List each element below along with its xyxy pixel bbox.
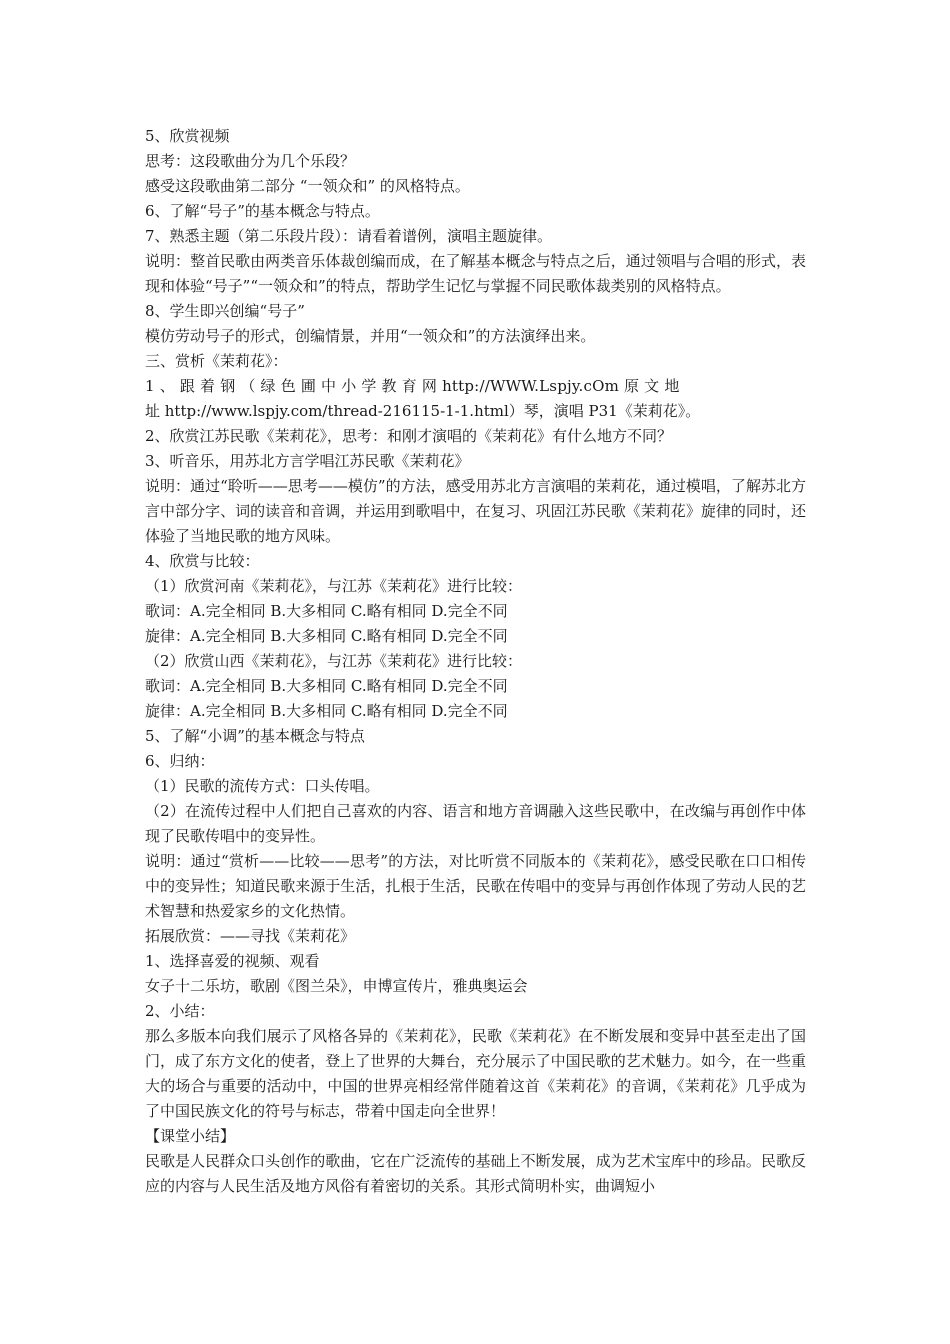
text-line: 思考：这段歌曲分为几个乐段？	[145, 152, 356, 170]
text-line: （2）欣赏山西《茉莉花》，与江苏《茉莉花》进行比较：	[145, 652, 523, 670]
choice-line: 旋律：A.完全相同 B.大多相同 C.略有相同 D.完全不同	[145, 702, 508, 720]
part-heading: 三、赏析《茉莉花》：	[145, 352, 288, 370]
section-heading: 2、小结：	[145, 1002, 215, 1020]
explanation-paragraph: 说明：通过“赏析——比较——思考”的方法，对比听赏不同版本的《茉莉花》，感受民歌在口口相传中的变异性；知道民歌来源于生活，扎根于生活，民歌在传唱中的变异与再创作体现了劳动人民的艺术智慧和热爱家乡的文化热情。	[145, 852, 806, 920]
section-heading: 3、听音乐，用苏北方言学唱江苏民歌《茉莉花》	[145, 452, 470, 470]
section-heading: 7、熟悉主题（第二乐段片段）：请看着谱例，演唱主题旋律。	[145, 227, 553, 245]
text-line: （1）民歌的流传方式：口头传唱。	[145, 777, 380, 795]
section-heading: 4、欣赏与比较：	[145, 552, 260, 570]
section-heading: 1、选择喜爱的视频、观看	[145, 952, 320, 970]
choice-line: 歌词：A.完全相同 B.大多相同 C.略有相同 D.完全不同	[145, 677, 508, 695]
text-line: （1）欣赏河南《茉莉花》，与江苏《茉莉花》进行比较：	[145, 577, 523, 595]
section-heading: 8、学生即兴创编“号子”	[145, 302, 305, 320]
section-heading: 5、了解“小调”的基本概念与特点	[145, 727, 365, 745]
part-heading: 【课堂小结】	[145, 1127, 236, 1145]
section-heading: 5、欣赏视频	[145, 127, 230, 145]
explanation-paragraph: 说明：通过“聆听——思考——模仿”的方法，感受用苏北方言演唱的茉莉花，通过模唱，了解苏北方言中部分字、词的读音和音调，并运用到歌唱中，在复习、巩固江苏民歌《茉莉花》旋律的同时，还体验了当地民歌的地方风味。	[145, 477, 806, 545]
text-line: 址 http://www.lspjy.com/thread-216115-1-1.html）琴，演唱 P31《茉莉花》。	[145, 402, 701, 420]
text-line: 模仿劳动号子的形式，创编情景，并用“一领众和”的方法演绎出来。	[145, 327, 596, 345]
text-paragraph: （2）在流传过程中人们把自己喜欢的内容、语言和地方音调融入这些民歌中，在改编与再创作中体现了民歌传唱中的变异性。	[145, 802, 806, 845]
section-heading: 2、欣赏江苏民歌《茉莉花》，思考：和刚才演唱的《茉莉花》有什么地方不同？	[145, 427, 673, 445]
explanation-paragraph: 说明：整首民歌由两类音乐体裁创编而成，在了解基本概念与特点之后，通过领唱与合唱的形式，表现和体验“号子”“一领众和”的特点，帮助学生记忆与掌握不同民歌体裁类别的风格特点。	[145, 252, 806, 295]
section-heading: 6、了解“号子”的基本概念与特点。	[145, 202, 380, 220]
section-heading: 6、归纳：	[145, 752, 215, 770]
text-line: 女子十二乐坊，歌剧《图兰朵》，申博宣传片，雅典奥运会	[145, 977, 528, 995]
choice-line: 旋律：A.完全相同 B.大多相同 C.略有相同 D.完全不同	[145, 627, 508, 645]
document-body	[145, 124, 806, 1199]
text-line: 1 、 跟 着 钢 （ 绿 色 圃 中 小 学 教 育 网 http://WWW.Lspjy.cOm 原 文 地	[145, 377, 680, 395]
part-heading: 拓展欣赏：——寻找《茉莉花》	[145, 927, 356, 945]
text-line: 感受这段歌曲第二部分 “一领众和” 的风格特点。	[145, 177, 470, 195]
choice-line: 歌词：A.完全相同 B.大多相同 C.略有相同 D.完全不同	[145, 602, 508, 620]
summary-paragraph: 民歌是人民群众口头创作的歌曲，它在广泛流传的基础上不断发展，成为艺术宝库中的珍品。民歌反应的内容与人民生活及地方风俗有着密切的关系。其形式简明朴实，曲调短小	[145, 1152, 806, 1195]
summary-paragraph: 那么多版本向我们展示了风格各异的《茉莉花》，民歌《茉莉花》在不断发展和变异中甚至走出了国门，成了东方文化的使者，登上了世界的大舞台，充分展示了中国民歌的艺术魅力。如今，在一些重大的场合与重要的活动中，中国的世界亮相经常伴随着这首《茉莉花》的音调，《茉莉花》几乎成为了中国民族文化的符号与标志，带着中国走向全世界！	[145, 1027, 806, 1120]
